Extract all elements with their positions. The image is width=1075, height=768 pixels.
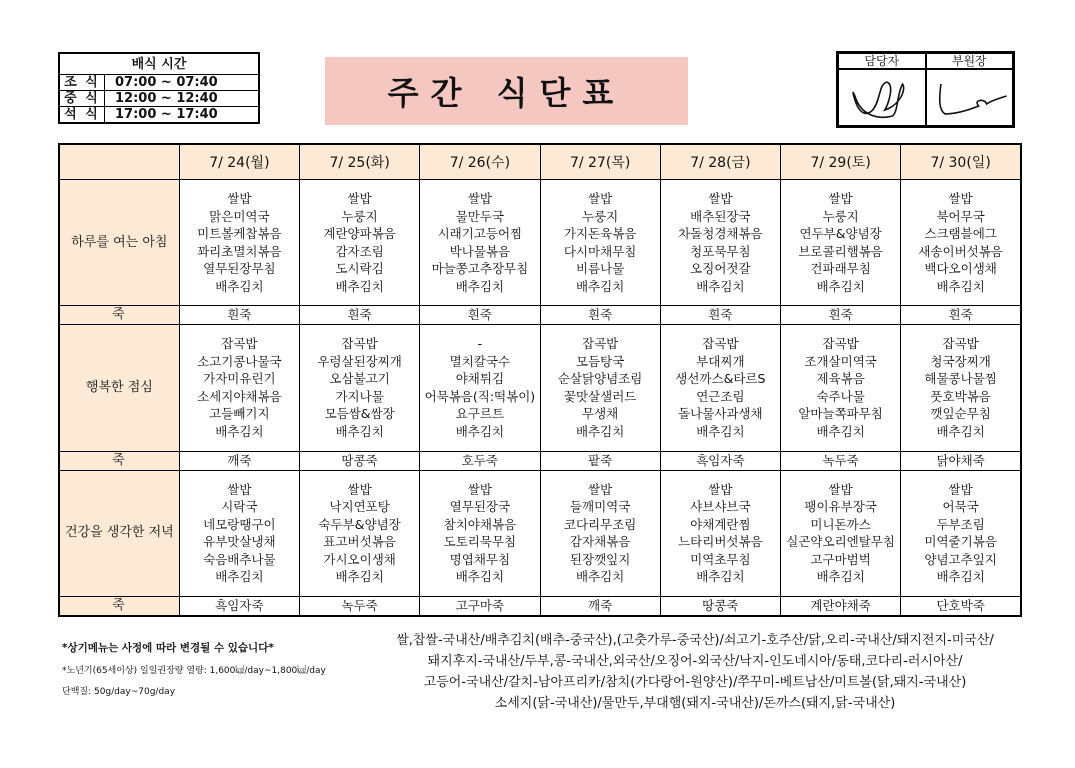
menu-item: 배추김치 [575, 569, 625, 585]
menu-item: 잡곡밥 [942, 336, 979, 352]
menu-item: 표고버섯볶음 [323, 534, 396, 550]
signoff-director-header: 부원장 [926, 53, 1014, 69]
menu-item: 새송이버섯볶음 [918, 243, 1003, 259]
menu-item: 미트볼케찹볶음 [197, 226, 282, 242]
menu-item: 배추김치 [455, 569, 505, 585]
menu-item: 북어무국 [936, 208, 985, 224]
menu-item: 해물콩나물찜 [924, 371, 997, 387]
menu-item: 어묵볶음(직:떡볶이) [424, 388, 536, 404]
menu-item: 쌀밥 [467, 481, 492, 497]
porridge-item: 녹두죽 [781, 451, 901, 470]
dinner-menu-cell [300, 470, 420, 596]
menu-item: 쌀밥 [708, 481, 733, 497]
breakfast-label: 하루를 여는 아침 [59, 180, 179, 306]
porridge-item: 호두죽 [420, 451, 540, 470]
porridge-item: 팥죽 [540, 451, 660, 470]
meal-time-table [58, 52, 260, 124]
menu-item: 배추김치 [215, 569, 264, 585]
manager-signature [838, 69, 926, 126]
menu-item: 배추김치 [816, 569, 865, 585]
menu-item: 스크램블에그 [924, 226, 997, 242]
menu-item: 낙지연포탕 [329, 499, 390, 515]
dinner-menu-cell [540, 470, 660, 596]
menu-item: 백다오이생채 [924, 261, 997, 277]
menu-item: 배추김치 [335, 278, 384, 294]
approval-box [836, 51, 1015, 128]
menu-item: 차돌청경채볶음 [678, 226, 763, 242]
page-title: 주간 식단표 [325, 57, 688, 125]
lunch-time-label: 중 식 [59, 91, 105, 107]
porridge-item: 녹두죽 [300, 597, 420, 617]
menu-item: 양념고추잎지 [924, 551, 997, 567]
menu-item: 쌀밥 [347, 481, 372, 497]
menu-item: 숙두부&양념장 [318, 516, 401, 532]
origin-line: 소세지(닭-국내산)/물만두,부대햄(돼지-국내산)/돈까스(돼지,닭-국내산) [494, 696, 896, 711]
dinner-time: 17:00 ~ 17:40 [105, 107, 260, 124]
menu-item: 다시마채무침 [563, 243, 637, 259]
porridge-item: 흑임자죽 [660, 451, 780, 470]
day-header: 7/ 27(목) [540, 144, 660, 180]
menu-item: 배추김치 [215, 423, 264, 439]
menu-item: 참치야채볶음 [443, 516, 517, 532]
menu-item: 비름나물 [575, 261, 625, 277]
porridge-item: 땅콩죽 [660, 597, 780, 617]
origin-line: 고등어-국내산/갈치-남아프리카/참치(가다랑어-원양산)/쭈꾸미-베트남산/미트볼(닭,돼지-국내산) [423, 675, 967, 690]
menu-item: 청국장찌개 [930, 353, 991, 369]
energy-note: *노년기(65세이상) 일일권장량 열량: 1,600㎉/day~1,800㎉/day [62, 666, 326, 676]
menu-item: 우렁살된장찌개 [317, 353, 402, 369]
menu-item: 물만두국 [455, 208, 505, 224]
lunch-menu-cell [901, 325, 1021, 451]
menu-item: 배추김치 [936, 278, 985, 294]
menu-item: 잡곡밥 [702, 336, 739, 352]
menu-item: 배추김치 [696, 569, 745, 585]
menu-item: 가시오이생채 [323, 551, 396, 567]
menu-item: 배추김치 [215, 278, 264, 294]
menu-item: 모듬쌈&쌈장 [324, 406, 395, 422]
menu-item: 배추김치 [696, 423, 745, 439]
menu-item: 시락국 [221, 499, 258, 515]
menu-item: 고들빼기지 [209, 406, 270, 422]
menu-item: 샤브샤브국 [690, 499, 751, 515]
day-header: 7/ 26(수) [420, 144, 540, 180]
menu-item: 부대찌개 [696, 353, 745, 369]
menu-item: 오삼불고기 [329, 371, 390, 387]
menu-item: 유부맛살냉채 [203, 534, 276, 550]
porridge-item: 흑임자죽 [179, 597, 299, 617]
dinner-label: 건강을 생각한 저녁 [59, 470, 179, 596]
breakfast-time: 07:00 ~ 07:40 [105, 75, 260, 91]
menu-item: 미니돈까스 [810, 516, 871, 532]
menu-item: 감자채볶음 [569, 534, 631, 550]
menu-item: 두부조림 [936, 516, 985, 532]
menu-item: 열무된장무침 [203, 261, 276, 277]
menu-item: 쌀밥 [347, 191, 372, 207]
menu-item: 들깨미역국 [569, 499, 631, 515]
porridge-item: 땅콩죽 [300, 451, 420, 470]
signoff-manager-header: 담당자 [838, 53, 926, 69]
menu-item: 실곤약오리엔탈무침 [786, 534, 895, 550]
menu-item: 어묵국 [942, 499, 979, 515]
day-header: 7/ 28(금) [660, 144, 780, 180]
menu-item: 야채튀김 [455, 371, 505, 387]
menu-item: 쌀밥 [467, 191, 492, 207]
menu-item: 배추김치 [575, 423, 625, 439]
dinner-row [59, 470, 1021, 596]
menu-item: 네모랑땡구이 [203, 516, 276, 532]
porridge-item: 흰죽 [901, 306, 1021, 325]
porridge-item: 닭야채죽 [901, 451, 1021, 470]
dinner-menu-cell [420, 470, 540, 596]
menu-item: 야채계란찜 [690, 516, 751, 532]
menu-item: 고구마범벅 [810, 551, 871, 567]
menu-item: 배추김치 [335, 569, 384, 585]
meal-time-title: 배식 시간 [59, 53, 259, 75]
menu-item: 쌀밥 [708, 191, 733, 207]
menu-item: 청포묵무침 [690, 243, 751, 259]
menu-item: 배추김치 [936, 423, 985, 439]
menu-item: 소세지야채볶음 [197, 388, 282, 404]
porridge-item: 단호박죽 [901, 597, 1021, 617]
menu-item: 잡곡밥 [221, 336, 258, 352]
menu-item: 잡곡밥 [582, 336, 619, 352]
menu-item: 누룽지 [582, 208, 619, 224]
menu-item: 잡곡밥 [822, 336, 859, 352]
menu-item: 계란양파볶음 [323, 226, 396, 242]
menu-item: 누룽지 [822, 208, 859, 224]
menu-item: 알마늘쪽파무침 [798, 406, 883, 422]
menu-item: 돌나물사과생채 [678, 406, 763, 422]
breakfast-menu-cell [660, 180, 780, 306]
menu-item: 요구르트 [455, 406, 505, 422]
menu-item: 된장깻잎지 [569, 551, 631, 567]
menu-item: 숙주나물 [816, 388, 865, 404]
menu-item: 멸치칼국수 [449, 353, 511, 369]
menu-item: 제육볶음 [816, 371, 865, 387]
menu-item: 배추김치 [455, 423, 505, 439]
menu-item: 숙음배추나물 [203, 551, 276, 567]
menu-item: 쌀밥 [588, 481, 613, 497]
breakfast-menu-cell [179, 180, 299, 306]
menu-item: 브로콜리햄볶음 [798, 243, 883, 259]
dinner-menu-cell [901, 470, 1021, 596]
porridge-item: 흰죽 [179, 306, 299, 325]
menu-item: 쌀밥 [828, 481, 853, 497]
menu-item: 오징어젓갈 [690, 261, 751, 277]
lunch-time: 12:00 ~ 12:40 [105, 91, 260, 107]
menu-item: 쌀밥 [948, 191, 973, 207]
menu-item: 쌀밥 [588, 191, 613, 207]
porridge-item: 깨죽 [540, 597, 660, 617]
breakfast-menu-cell [540, 180, 660, 306]
menu-item: 미역줄기볶음 [924, 534, 997, 550]
director-signature [926, 69, 1014, 126]
dinner-menu-cell [660, 470, 780, 596]
porridge-item: 고구마죽 [420, 597, 540, 617]
breakfast-menu-cell [300, 180, 420, 306]
protein-note: 단백질: 50g/day~70g/day [62, 687, 176, 697]
menu-item: 쌀밥 [828, 191, 853, 207]
dinner-porridge-row [59, 597, 1021, 617]
breakfast-menu-cell [781, 180, 901, 306]
breakfast-porridge-row [59, 306, 1021, 325]
porridge-label: 죽 [59, 306, 179, 325]
menu-item: 꽃맛살샐러드 [563, 388, 637, 404]
day-header: 7/ 24(월) [179, 144, 299, 180]
weekly-menu-table [58, 143, 1022, 617]
menu-item: 맑은미역국 [209, 208, 270, 224]
dinner-menu-cell [781, 470, 901, 596]
menu-item: 무생채 [582, 406, 619, 422]
menu-item: 풋호박볶음 [930, 388, 991, 404]
corner-cell [59, 144, 179, 180]
menu-item: 잡곡밥 [341, 336, 378, 352]
porridge-label: 죽 [59, 451, 179, 470]
menu-item: 쌀밥 [227, 191, 252, 207]
menu-item: 배추김치 [335, 423, 384, 439]
menu-item: 열무된장국 [449, 499, 511, 515]
menu-item: 가자미유린기 [203, 371, 276, 387]
menu-item: 가지나물 [335, 388, 384, 404]
menu-item: 꽈리초멸치볶음 [197, 243, 282, 259]
origin-line: 쌀,찹쌀-국내산/배추김치(배추-중국산),(고춧가루-중국산)/쇠고기-호주산/닭,오리-국내산/돼지전지-미국산/ [396, 633, 994, 648]
lunch-menu-cell [420, 325, 540, 451]
breakfast-row [59, 180, 1021, 306]
menu-item: 배추김치 [816, 278, 865, 294]
porridge-item: 계란야채죽 [781, 597, 901, 617]
day-header: 7/ 29(토) [781, 144, 901, 180]
lunch-menu-cell [179, 325, 299, 451]
porridge-item: 흰죽 [540, 306, 660, 325]
lunch-menu-cell [300, 325, 420, 451]
porridge-item: 흰죽 [420, 306, 540, 325]
menu-item: 도시락김 [335, 261, 384, 277]
menu-item: 느타리버섯볶음 [678, 534, 763, 550]
day-header: 7/ 25(화) [300, 144, 420, 180]
dinner-time-label: 석 식 [59, 107, 105, 124]
menu-item: 모듬탕국 [575, 353, 625, 369]
porridge-item: 흰죽 [660, 306, 780, 325]
lunch-menu-cell [660, 325, 780, 451]
menu-item: - [477, 336, 483, 352]
menu-item: 배추김치 [696, 278, 745, 294]
origin-info [370, 630, 1020, 714]
menu-item: 깻잎순무침 [930, 406, 991, 422]
menu-item: 박나물볶음 [449, 243, 511, 259]
menu-item: 연근조림 [696, 388, 745, 404]
origin-line: 돼지후지-국내산/두부,콩-국내산,외국산/오징어-외국산/낙지-인도네시아/동태,코다리-러시아산/ [427, 654, 963, 669]
menu-item: 쌀밥 [948, 481, 973, 497]
lunch-label: 행복한 점심 [59, 325, 179, 451]
lunch-porridge-row [59, 451, 1021, 470]
breakfast-menu-cell [901, 180, 1021, 306]
menu-item: 순살닭양념조림 [557, 371, 643, 387]
porridge-label: 죽 [59, 597, 179, 617]
porridge-item: 깨죽 [179, 451, 299, 470]
porridge-item: 흰죽 [300, 306, 420, 325]
breakfast-time-label: 조 식 [59, 75, 105, 91]
lunch-row [59, 325, 1021, 451]
menu-item: 마늘쫑고추장무침 [431, 261, 529, 277]
menu-item: 가지돈육볶음 [563, 226, 637, 242]
menu-item: 조개살미역국 [804, 353, 877, 369]
menu-item: 건파래무침 [810, 261, 871, 277]
porridge-item: 흰죽 [781, 306, 901, 325]
change-notice: *상기메뉴는 사정에 따라 변경될 수 있습니다* [62, 642, 274, 654]
menu-item: 명엽채무침 [449, 551, 511, 567]
lunch-menu-cell [781, 325, 901, 451]
menu-item: 배추김치 [575, 278, 625, 294]
menu-item: 배추김치 [816, 423, 865, 439]
menu-item: 코다리무조림 [563, 516, 637, 532]
menu-item: 시래기고등어찜 [437, 226, 523, 242]
menu-item: 소고기콩나물국 [197, 353, 282, 369]
dinner-menu-cell [179, 470, 299, 596]
day-header: 7/ 30(일) [901, 144, 1021, 180]
menu-item: 누룽지 [341, 208, 378, 224]
menu-item: 배추된장국 [690, 208, 751, 224]
menu-item: 도토리묵무침 [443, 534, 517, 550]
menu-item: 미역초무침 [690, 551, 751, 567]
menu-item: 연두부&양념장 [799, 226, 882, 242]
menu-item: 팽이유부장국 [804, 499, 877, 515]
breakfast-menu-cell [420, 180, 540, 306]
menu-item: 쌀밥 [227, 481, 252, 497]
menu-item: 생선까스&타르S [675, 371, 766, 387]
menu-item: 배추김치 [455, 278, 505, 294]
menu-item: 배추김치 [936, 569, 985, 585]
lunch-menu-cell [540, 325, 660, 451]
menu-item: 감자조림 [335, 243, 384, 259]
